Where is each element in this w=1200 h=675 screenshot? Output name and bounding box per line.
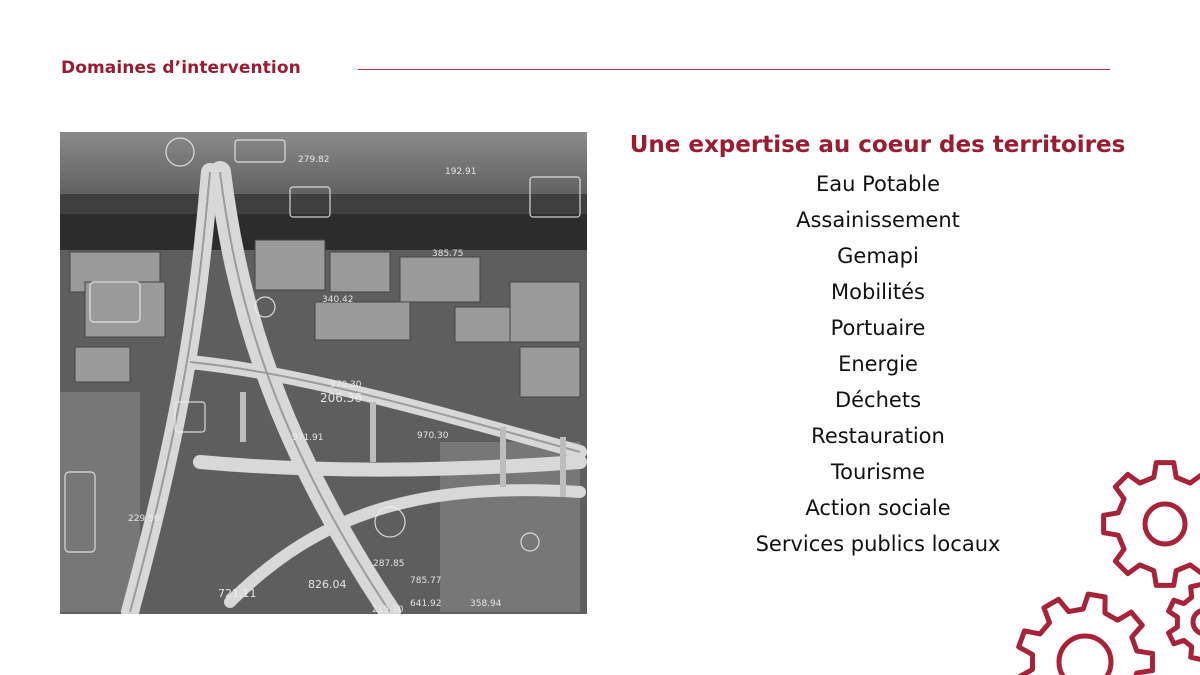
header-divider <box>358 69 1110 70</box>
list-item: Action sociale <box>805 496 951 520</box>
city-highway-photo <box>60 132 587 614</box>
readout-text: 340.42 <box>322 295 354 305</box>
list-item: Portuaire <box>830 316 926 340</box>
readout-text: 721.11 <box>218 587 257 600</box>
list-item: Déchets <box>834 388 922 412</box>
readout-text: 971.91 <box>292 433 324 443</box>
list-item: Restauration <box>811 424 945 448</box>
gear-lower-hole <box>1059 636 1111 675</box>
readout-text: 385.75 <box>432 249 464 259</box>
readout-text: 826.04 <box>308 578 347 591</box>
list-item: Tourisme <box>830 460 926 484</box>
list-item: Eau Potable <box>815 172 941 196</box>
gear-icon <box>1104 463 1200 586</box>
gear-icon <box>1169 584 1200 660</box>
gear-upper-hole <box>1145 504 1185 544</box>
readout-text: 358.94 <box>470 599 502 609</box>
readout-text: 192.91 <box>445 167 477 177</box>
list-item: Mobilités <box>831 280 925 304</box>
content-title: Une expertise au coeur des territoires <box>629 132 1126 158</box>
readout-text: 287.85 <box>373 559 405 569</box>
readout-text: 641.92 <box>410 599 442 609</box>
list-item: Energie <box>838 352 918 376</box>
readout-text: 970.30 <box>417 431 449 441</box>
list-item: Gemapi <box>837 244 919 268</box>
domain-list <box>700 168 1056 564</box>
readout-text: 970.30 <box>330 380 362 390</box>
list-item: Assainissement <box>796 208 960 232</box>
section-header: Domaines d’intervention <box>61 58 301 78</box>
readout-text: 206.36 <box>320 391 362 405</box>
gear-icon <box>1019 594 1153 675</box>
readout-text: 785.77 <box>410 576 442 586</box>
readout-text: 215.70 <box>372 605 404 614</box>
list-item: Services publics locaux <box>755 532 1001 556</box>
gear-small-hole <box>1193 610 1200 634</box>
readout-text: 279.82 <box>298 155 330 165</box>
readout-text: 229.56 <box>128 514 160 524</box>
